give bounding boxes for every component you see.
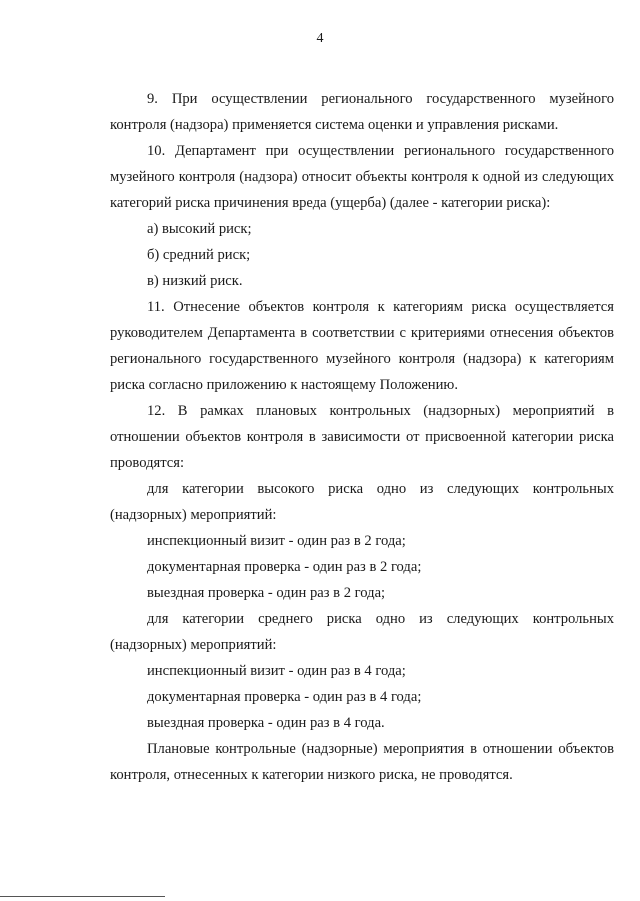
medium-risk-intro: для категории среднего риска одно из следующих контрольных (надзорных) мероприятий: [110, 611, 614, 653]
risk-category-high: а) высокий риск; [147, 221, 252, 237]
medium-risk-documentary-check: документарная проверка - один раз в 4 года; [147, 689, 422, 705]
paragraph-11: 11. Отнесение объектов контроля к категориям риска осуществляется руководителем Департамента в соответствии с критериями отнесения объектов регионального государственного музейного контроля (надзора) к категориям риска согласно приложению к настоящему Положению. [110, 299, 614, 393]
medium-risk-inspection-visit: инспекционный визит - один раз в 4 года; [147, 663, 406, 679]
high-risk-field-check: выездная проверка - один раз в 2 года; [147, 585, 386, 601]
risk-category-medium: б) средний риск; [147, 247, 251, 263]
high-risk-intro: для категории высокого риска одно из следующих контрольных (надзорных) мероприятий: [110, 481, 614, 523]
page-number: 4 [316, 31, 324, 46]
document-body [110, 86, 614, 788]
high-risk-documentary-check: документарная проверка - один раз в 2 года; [147, 559, 422, 575]
risk-category-low: в) низкий риск. [147, 273, 243, 289]
paragraph-12: 12. В рамках плановых контрольных (надзорных) мероприятий в отношении объектов контроля в зависимости от присвоенной категории риска проводятся: [110, 403, 614, 471]
paragraph-10: 10. Департамент при осуществлении регионального государственного музейного контроля (надзора) относит объекты контроля к одной из следующих категорий риска причинения вреда (ущерба) (далее - категории риска): [110, 143, 614, 211]
medium-risk-field-check: выездная проверка - один раз в 4 года. [147, 715, 385, 731]
high-risk-inspection-visit: инспекционный визит - один раз в 2 года; [147, 533, 406, 549]
paragraph-9: 9. При осуществлении регионального государственного музейного контроля (надзора) применяется система оценки и управления рисками. [110, 91, 614, 133]
low-risk-note: Плановые контрольные (надзорные) мероприятия в отношении объектов контроля, отнесенных к категории низкого риска, не проводятся. [110, 741, 614, 783]
footer-rule [0, 896, 165, 897]
